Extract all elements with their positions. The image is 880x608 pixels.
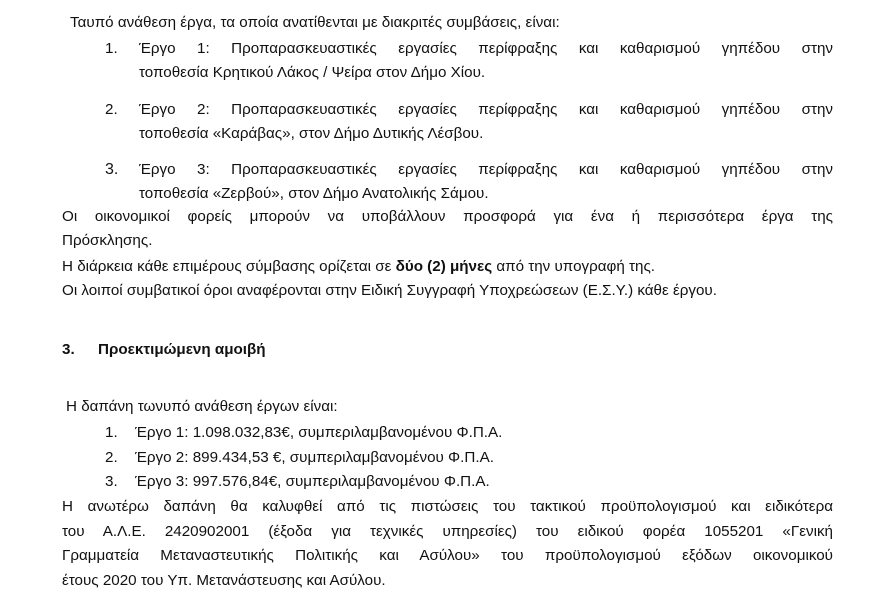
terms-text: Οι λοιποί συμβατικοί όροι αναφέρονται στην Ειδική Συγγραφή Υποχρεώσεων (Ε.Σ.Υ.) κάθε έργου. — [62, 282, 717, 299]
budget-intro: Η δαπάνη τωνυπό ανάθεση έργων είναι: — [66, 398, 338, 415]
budget-item-2-number: 2. — [105, 449, 118, 466]
intro-text: Ταυπό ανάθεση έργα, τα οποία ανατίθενται με διακριτές συμβάσεις, είναι: — [70, 14, 560, 31]
funding-line-3: Γραμματεία Μεταναστευτικής Πολιτικής και Ασύλου» του προϋπολογισμού εξόδων οικονομικού — [62, 547, 833, 564]
project-2-number: 2. — [105, 101, 118, 118]
budget-item-1: Έργο 1: 1.098.032,83€, συμπεριλαμβανομένου Φ.Π.Α. — [135, 424, 503, 441]
project-2-line1: Έργο 2: Προπαρασκευαστικές εργασίες περίφραξης και καθαρισμού γηπέδου στην — [139, 101, 833, 118]
budget-item-3-number: 3. — [105, 473, 118, 490]
budget-item-3: Έργο 3: 997.576,84€, συμπεριλαμβανομένου Φ.Π.Α. — [135, 473, 490, 490]
project-3-line1: Έργο 3: Προπαρασκευαστικές εργασίες περίφραξης και καθαρισμού γηπέδου στην — [139, 161, 833, 178]
budget-item-1-number: 1. — [105, 424, 118, 441]
project-1-line1: Έργο 1: Προπαρασκευαστικές εργασίες περίφραξης και καθαρισμού γηπέδου στην — [139, 40, 833, 57]
budget-item-2: Έργο 2: 899.434,53 €, συμπεριλαμβανομένου Φ.Π.Α. — [135, 449, 494, 466]
section-title: Προεκτιμώμενη αμοιβή — [98, 341, 266, 358]
funding-line-1: Η ανωτέρω δαπάνη θα καλυφθεί από τις πιστώσεις του τακτικού προϋπολογισμού και ειδικότερα — [62, 498, 833, 515]
duration-prefix: Η διάρκεια κάθε επιμέρους σύμβασης ορίζεται σε — [62, 258, 396, 275]
project-1-number: 1. — [105, 40, 118, 57]
funding-line-4: έτους 2020 του Υπ. Μετανάστευσης και Ασύλου. — [62, 572, 386, 589]
operators-line2: Πρόσκλησης. — [62, 232, 153, 249]
project-2-line2: τοποθεσία «Καράβας», στον Δήμο Δυτικής Λέσβου. — [139, 125, 484, 142]
funding-line-2: του Α.Λ.Ε. 2420902001 (έξοδα για τεχνικές υπηρεσίες) του ειδικού φορέα 1055201 «Γενική — [62, 523, 833, 540]
duration-bold: δύο (2) μήνες — [395, 258, 493, 275]
duration-text — [62, 257, 655, 277]
project-3-number: 3. — [105, 161, 119, 178]
project-3-line2: τοποθεσία «Ζερβού», στον Δήμο Ανατολικής Σάμου. — [139, 185, 489, 202]
duration-suffix: από την υπογραφή της. — [492, 258, 656, 275]
operators-line1: Οι οικονομικοί φορείς μπορούν να υποβάλλουν προσφορά για ένα ή περισσότερα έργα της — [62, 208, 833, 225]
project-1-line2: τοποθεσία Κρητικού Λάκος / Ψείρα στον Δήμο Χίου. — [139, 64, 486, 81]
section-number: 3. — [62, 341, 75, 358]
